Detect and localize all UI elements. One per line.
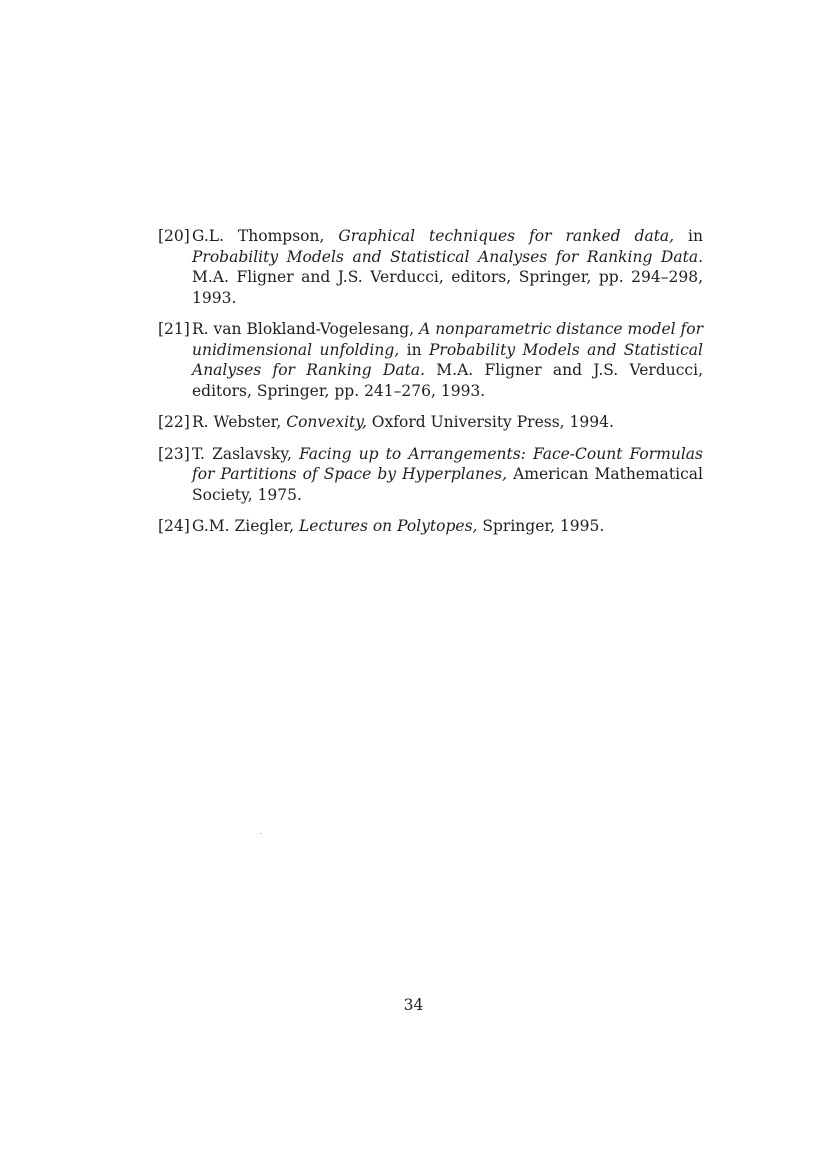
reference-text-segment: R. Webster, [192, 413, 287, 431]
page-number: 34 [403, 996, 424, 1014]
reference-title-italic: Lectures on Polytopes, [299, 517, 478, 535]
reference-text [192, 517, 604, 535]
scan-speck [260, 833, 261, 834]
reference-text [192, 227, 703, 307]
reference-title-italic: Probability Models and Statistical Analyses for Ranking Data. [192, 247, 703, 266]
reference-text-segment: in [399, 340, 429, 359]
reference-text-segment: M.A. Fligner and J.S. Verducci, editors, Springer, pp. 241–276, 1993. [192, 361, 703, 400]
reference-list [158, 226, 703, 548]
reference-number: [21] [158, 320, 190, 338]
reference-number: [20] [158, 227, 190, 245]
reference-text-segment: Oxford University Press, 1994. [366, 413, 614, 431]
reference-text-segment: G.M. Ziegler, [192, 517, 299, 535]
reference-title-italic: A nonparametric distance model for unidimensional unfolding, [192, 320, 704, 359]
reference-number: [22] [158, 413, 190, 431]
reference-entry [158, 319, 703, 401]
reference-text-segment: American Mathematical Society, 1975. [192, 465, 703, 504]
reference-entry [158, 444, 703, 506]
reference-entry [158, 226, 703, 308]
reference-text-segment: R. van Blokland-Vogelesang, [192, 320, 420, 338]
reference-text [192, 320, 703, 400]
reference-number: [23] [158, 444, 190, 463]
reference-entry [158, 412, 703, 433]
reference-text [192, 445, 703, 504]
reference-text-segment: M.A. Fligner and J.S. Verducci, editors, Springer, pp. 294–298, 1993. [192, 268, 703, 307]
reference-text [192, 413, 614, 431]
reference-entry [158, 516, 703, 537]
reference-title-italic: Facing up to Arrangements: Face-Count Formulas for Partitions of Space by Hyperplanes, [192, 444, 704, 483]
reference-text-segment: in [674, 227, 703, 245]
reference-title-italic: Graphical techniques for ranked data, [338, 227, 675, 245]
reference-number: [24] [158, 517, 190, 535]
reference-title-italic: Convexity, [286, 413, 367, 431]
reference-title-italic: Probability Models and Statistical Analyses for Ranking Data. [192, 340, 703, 379]
reference-text-segment: G.L. Thompson, [192, 227, 339, 245]
reference-text-segment: Springer, 1995. [477, 517, 605, 535]
reference-text-segment: T. Zaslavsky, [192, 444, 300, 463]
